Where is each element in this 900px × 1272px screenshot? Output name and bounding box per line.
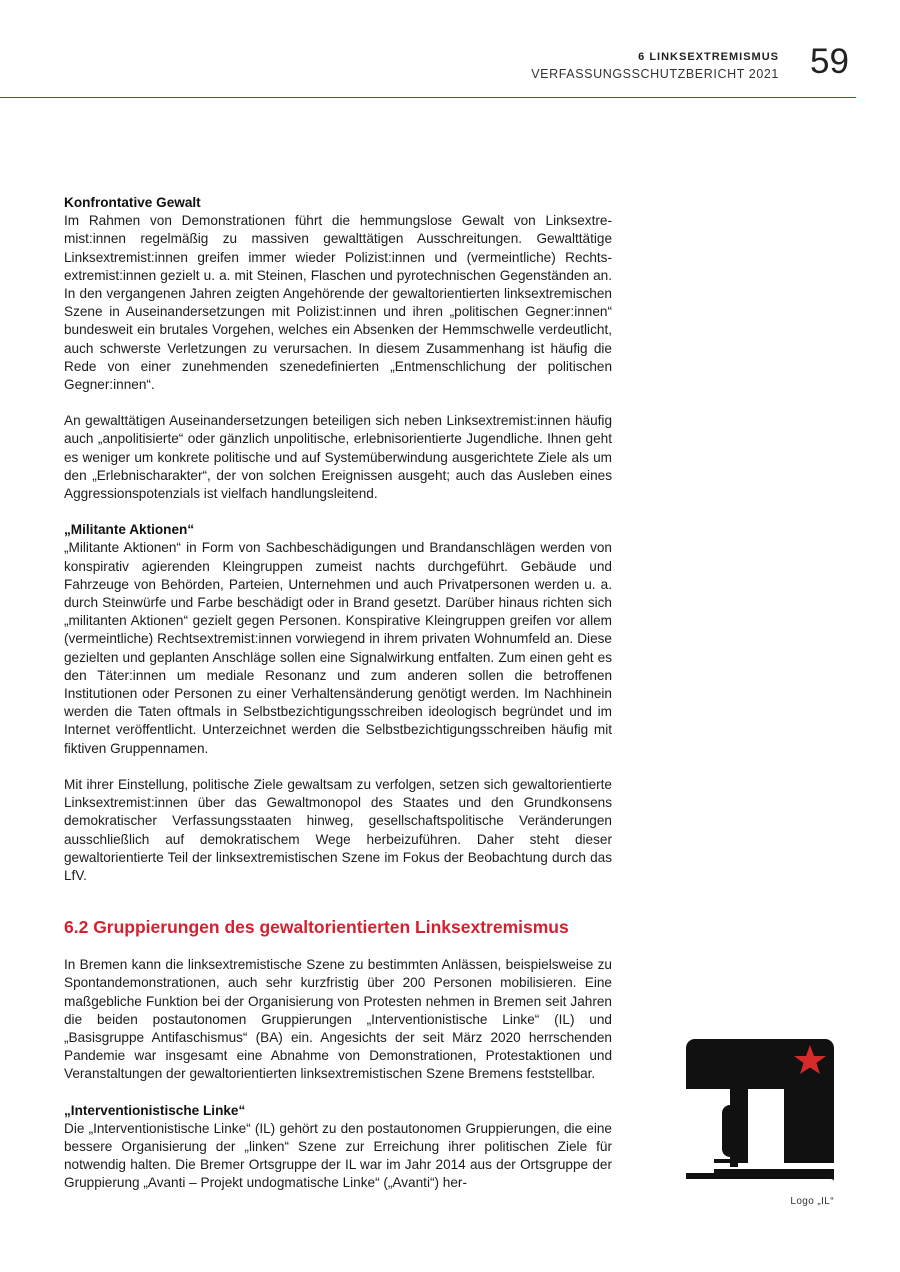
header-chapter: 6 LINKSEXTREMISMUS <box>638 51 779 63</box>
section-title-6-2: 6.2 Gruppierungen des gewaltorientierten Linksextremismus <box>64 917 569 938</box>
paragraph: Im Rahmen von Demonstrationen führt die hemmungslose Gewalt von Linksextremist:innen regelmäßig zu massiven gewalttätigen Ausschreitungen. Gewalttätige Linksextremist:innen greifen immer wieder Polizist:innen und (vermeintliche) Rechtsextremist:innen gezielt u. a. mit Steinen, Flaschen und pyrotechnischen Gegenständen an. In den vergangenen Jahren zeigten Angehörende der gewaltorientierten linksextremischen Szene in Auseinandersetzungen mit Polizist:innen und ihren „politischen Gegner:innen“ bundesweit ein brutales Vorgehen, welches ein Absenken der Hemmschwelle verdeutlicht, auch schwerste Verletzungen zu verursachen. In diesem Zusammenhang ist häufig die Rede von einer zunehmenden szenedefinierten „Entmenschlichung der politischen Gegner:innen“. <box>64 213 612 393</box>
paragraph: „Militante Aktionen“ in Form von Sachbeschädigungen und Brandanschlägen werden von konspirativ agierenden Kleingruppen zumeist nachts durchgeführt. Gebäude und Fahrzeuge von Behörden, Parteien, Unternehmen und auch Privatpersonen werden u. a. durch Steinwürfe und Farbe beschädigt oder in Brand gesetzt. Darüber hinaus richten sich „militanten Aktionen“ gezielt gegen Personen. Konspirative Kleingruppen greifen vor allem (vermeintliche) Rechtsextremist:innen vorwiegend in ihrem privaten Wohnumfeld an. Diese gezielten und geplanten Anschläge sollen eine Signalwirkung entfalten. Zum einen geht es den Täter:innen um mediale Resonanz und zum anderen sollen die betroffenen Institutionen oder Personen zu einer Verhaltensänderung genötigt werden. Im Nachhinein werden die Taten oftmals in Selbstbezichtigungsschreiben ideologisch begründet und im Internet veröffentlicht. Unterzeichnet werden die Selbstbezichtigungsschreiben häufig mit fiktiven Gruppennamen. <box>64 540 612 756</box>
paragraph: In Bremen kann die linksextremistische Szene zu bestimmten Anlässen, beispielsweise zu Spontandemonstrationen, auch sehr kurzfristig über 200 Personen mobilisieren. Eine maßgebliche Funktion bei der Organisierung von Protesten nehmen in Bremen seit Jahren die beiden postautonomen Gruppierungen „Interventionistische Linke“ (IL) und „Basisgruppe Antifaschismus“ (BA) ein. Angesichts der seit März 2020 herrschenden Pandemie war insgesamt eine Abnahme von Demonstrationen, Protestaktionen und Veranstaltungen der gewaltorientierten linksextremistischen Szene Bremens feststellbar. <box>64 957 612 1082</box>
il-logo-graphic <box>686 1039 834 1187</box>
header-report-title: VERFASSUNGSSCHUTZBERICHT 2021 <box>531 67 779 81</box>
header-rule <box>0 97 856 98</box>
logo-caption: Logo „IL“ <box>790 1196 834 1207</box>
main-text-column <box>64 194 612 1193</box>
paragraph: Die „Interventionistische Linke“ (IL) gehört zu den postautonomen Gruppierungen, die eine bessere Organisierung der „linken“ Szene zur Erreichung ihrer politischen Ziele für notwendig halten. Die Bremer Ortsgruppe der IL war im Jahr 2014 aus der Ortsgruppe der Gruppierung „Avanti – Projekt undogmatische Linke“ („Avanti“) her- <box>64 1120 612 1191</box>
paragraph: An gewalttätigen Auseinandersetzungen beteiligen sich neben Linksextremist:innen häufig auch „anpolitisierte“ oder gänzlich unpolitische, erlebnisorientierte Jugendliche. Ihnen geht es weniger um konkrete politische und auf Systemüberwindung ausgerichtete Ziele als um den „Erlebnischarakter“, der von solchen Ereignissen ausgeht; auch das Ausleben eines Aggressionspotenzials ist vielfach handlungsleitend. <box>64 413 612 502</box>
page-number: 59 <box>810 42 849 81</box>
heading-militante-aktionen: „Militante Aktionen“ <box>64 522 195 538</box>
heading-interventionistische-linke: „Interventionistische Linke“ <box>64 1102 246 1118</box>
paragraph: Mit ihrer Einstellung, politische Ziele gewaltsam zu verfolgen, setzen sich gewaltorientierte Linksextremist:innen über das Gewaltmonopol des Staates und den Grundkonsens demokratischer Verfassungsstaaten hinweg, gesellschaftspolitische Veränderungen ausschließlich auf demokratischem Wege herbeizuführen. Daher steht dieser gewaltorientierte Teil der linksextremistischen Szene im Fokus der Beobachtung durch das LfV. <box>64 776 612 883</box>
il-logo <box>686 1039 834 1187</box>
heading-konfrontative-gewalt: Konfrontative Gewalt <box>64 195 201 210</box>
